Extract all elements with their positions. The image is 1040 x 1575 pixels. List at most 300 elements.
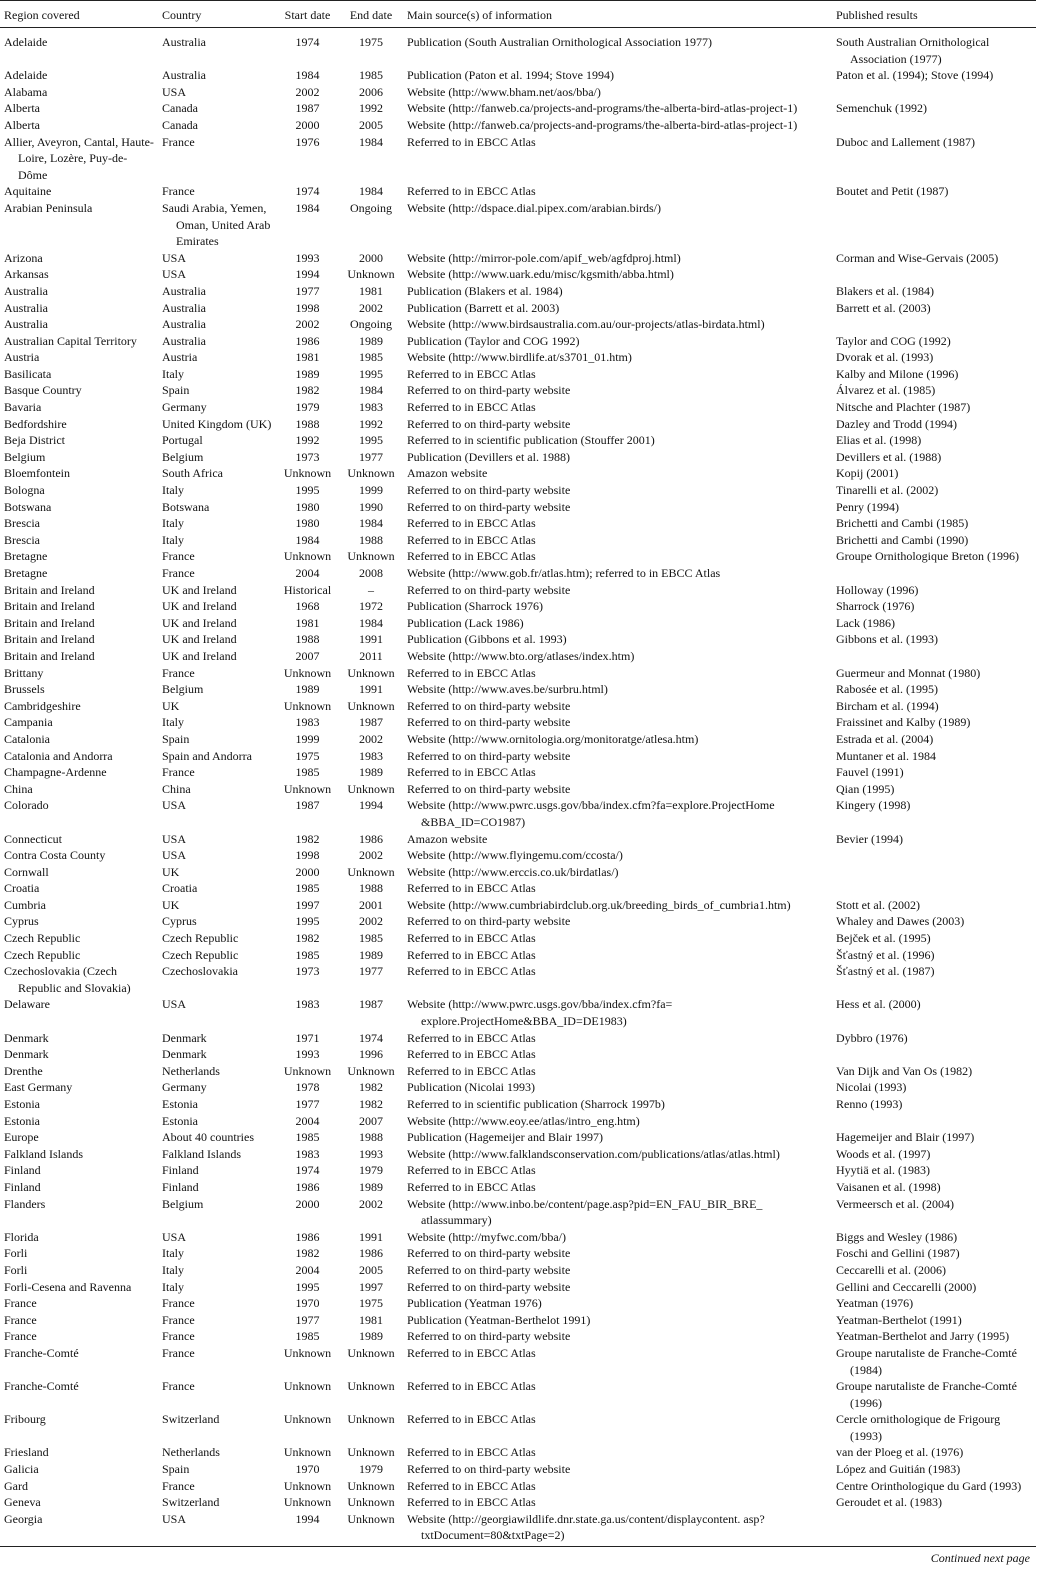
cell-end-date: 1991 — [359, 632, 383, 647]
cell-country: Belgium — [162, 449, 204, 464]
cell-region: Austria — [4, 350, 40, 365]
table-row — [0, 947, 1036, 964]
table-row — [0, 897, 1036, 914]
cell-end-date: 1979 — [359, 1462, 383, 1477]
table-row — [0, 316, 1036, 333]
cell-source: Publication (Sharrock 1976) — [407, 599, 543, 614]
cell-region: Geneva — [4, 1495, 41, 1510]
cell-start-date: 1974 — [295, 184, 320, 199]
cell-country: Saudi Arabia, Yemen, Oman, United Arab Emirates — [162, 200, 271, 249]
cell-published — [832, 648, 1036, 665]
cell-start-date: 1988 — [295, 416, 320, 431]
cell-country: Cyprus — [162, 914, 197, 929]
cell-end-date: 1989 — [359, 1179, 383, 1194]
cell-start-date: 2002 — [295, 317, 320, 332]
cell-region: Czechoslovakia (Czech Republic and Slovakia) — [4, 964, 131, 995]
cell-start-date: 1978 — [295, 1080, 320, 1095]
cell-end-date: 1995 — [359, 366, 383, 381]
table-row — [0, 1295, 1036, 1312]
cell-start-date: 2004 — [295, 1113, 320, 1128]
cell-published: Hagemeijer and Blair (1997) — [836, 1130, 975, 1145]
cell-region: Galicia — [4, 1462, 39, 1477]
cell-region: Alabama — [4, 84, 48, 99]
cell-end-date: 1995 — [359, 433, 383, 448]
cell-published: van der Ploeg et al. (1976) — [836, 1445, 964, 1460]
cell-published — [832, 316, 1036, 333]
table-row — [0, 333, 1036, 350]
cell-end-date: 1989 — [359, 765, 383, 780]
cell-start-date: 1989 — [295, 366, 320, 381]
cell-region: Bretagne — [4, 549, 48, 564]
table-row — [0, 548, 1036, 565]
cell-country: Germany — [162, 400, 207, 415]
cell-end-date: 2007 — [359, 1113, 383, 1128]
cell-country: France — [162, 765, 195, 780]
table-row — [0, 1229, 1036, 1246]
cell-country: USA — [158, 1511, 276, 1547]
cell-country: Croatia — [162, 881, 198, 896]
cell-region: Britain and Ireland — [4, 632, 95, 647]
cell-source: Website (http://www.gob.fr/atlas.htm); referred to in EBCC Atlas — [407, 566, 721, 580]
table-row — [0, 582, 1036, 599]
cell-country: France — [162, 566, 195, 580]
cell-end-date: 2002 — [359, 1196, 383, 1211]
cell-region: Aquitaine — [4, 184, 52, 199]
cell-published: Dazley and Trodd (1994) — [836, 416, 957, 431]
cell-published: Taylor and COG (1992) — [836, 333, 951, 348]
cell-source: Website (http://www.inbo.be/content/page.asp?pid=EN_FAU_BIR_BRE_ atlassummary) — [407, 1196, 763, 1228]
cell-start-date: 2000 — [295, 117, 320, 132]
cell-published: Whaley and Dawes (2003) — [836, 914, 965, 929]
cell-published: Elias et al. (1998) — [836, 433, 922, 448]
cell-start-date: 2000 — [295, 864, 320, 879]
cell-region: Basilicata — [4, 366, 52, 381]
cell-country: Spain — [162, 383, 190, 398]
cell-published — [832, 847, 1036, 864]
cell-start-date: 1986 — [295, 333, 320, 348]
cell-country: Italy — [162, 532, 184, 547]
table-row — [0, 499, 1036, 516]
cell-start-date: 1981 — [295, 615, 320, 630]
cell-country: USA — [162, 1229, 187, 1244]
table-row — [0, 1196, 1036, 1229]
cell-start-date: 1989 — [295, 682, 320, 697]
cell-country: Australia — [162, 317, 206, 332]
cell-start-date: 1985 — [295, 1329, 320, 1344]
cell-published: Blakers et al. (1984) — [836, 283, 934, 298]
cell-source: Referred to in EBCC Atlas — [407, 134, 536, 149]
cell-region: Gard — [4, 1478, 28, 1493]
cell-end-date: 1992 — [359, 101, 383, 116]
cell-end-date: Unknown — [347, 1445, 395, 1460]
cell-source: Referred to on third-party website — [407, 748, 571, 763]
cell-start-date: 2004 — [295, 566, 320, 580]
cell-source: Website (http://www.birdlife.at/s3701_01.htm) — [407, 350, 632, 365]
cell-source: Referred to on third-party website — [407, 1329, 571, 1344]
cell-region: France — [4, 1312, 37, 1327]
cell-country: USA — [162, 250, 187, 265]
table-row — [0, 465, 1036, 482]
cell-country: Netherlands — [162, 1445, 220, 1460]
cell-end-date: 1988 — [359, 881, 383, 896]
cell-country: Australia — [162, 68, 206, 83]
cell-country: USA — [162, 831, 187, 846]
cell-end-date: 2002 — [359, 300, 383, 315]
cell-country: UK — [162, 897, 180, 912]
table-row — [0, 864, 1036, 881]
cell-region: Belgium — [4, 449, 46, 464]
cell-end-date: 1987 — [359, 997, 383, 1012]
cell-country: UK — [162, 864, 180, 879]
cell-country: Switzerland — [162, 1412, 220, 1427]
cell-region: Bavaria — [4, 400, 42, 415]
cell-region: Allier, Aveyron, Cantal, Haute-Loire, Lozère, Puy-de-Dôme — [4, 134, 154, 182]
table-row — [0, 781, 1036, 798]
cell-source: Website (http://www.pwrc.usgs.gov/bba/index.cfm?fa=explore.ProjectHome &BBA_ID=CO1987) — [407, 798, 775, 829]
cell-start-date: 1984 — [295, 68, 320, 83]
cell-end-date: 2011 — [359, 648, 383, 663]
table-row — [0, 665, 1036, 682]
cell-end-date: 1983 — [359, 400, 383, 415]
cell-region: Arkansas — [4, 267, 49, 282]
cell-region: Forli — [4, 1246, 28, 1261]
cell-end-date: Ongoing — [350, 317, 392, 332]
cell-country: Austria — [162, 350, 198, 365]
cell-end-date: 1987 — [359, 715, 383, 730]
cell-country: USA — [162, 267, 187, 282]
cell-start-date: Unknown — [283, 665, 332, 680]
cell-country: About 40 countries — [162, 1130, 254, 1145]
cell-source: Publication (Nicolai 1993) — [407, 1080, 535, 1095]
cell-published: Brichetti and Cambi (1990) — [836, 532, 969, 547]
cell-region: Czech Republic — [4, 931, 81, 946]
cell-start-date: 1995 — [295, 914, 320, 929]
cell-start-date: 1987 — [295, 798, 320, 813]
cell-region: Bologna — [4, 483, 45, 498]
cell-country: Spain — [162, 1462, 190, 1477]
table-row — [0, 1079, 1036, 1096]
cell-end-date: Unknown — [347, 781, 395, 796]
table-row — [0, 1030, 1036, 1047]
cell-start-date: Unknown — [283, 1478, 332, 1493]
table-row — [0, 598, 1036, 615]
cell-end-date: 1991 — [359, 1229, 383, 1244]
cell-country: USA — [162, 848, 187, 863]
table-row — [0, 382, 1036, 399]
table-row — [0, 1411, 1036, 1444]
cell-region: Catalonia — [4, 731, 50, 746]
cell-source: Website (http://www.bham.net/aos/bba/) — [407, 84, 601, 99]
cell-region: Beja District — [4, 433, 65, 448]
cell-end-date: 2005 — [359, 1262, 383, 1277]
table-row — [0, 731, 1036, 748]
cell-region: Colorado — [4, 798, 49, 813]
cell-published: Rabosée et al. (1995) — [836, 682, 938, 697]
cell-country: Netherlands — [162, 1063, 220, 1078]
cell-published: Ceccarelli et al. (2006) — [836, 1262, 946, 1277]
cell-start-date: 1995 — [295, 1279, 320, 1294]
cell-end-date: Unknown — [337, 1511, 403, 1547]
cell-country: Portugal — [162, 433, 203, 448]
cell-country: Italy — [162, 1279, 184, 1294]
table-row — [0, 28, 1036, 68]
table-row — [0, 1378, 1036, 1411]
cell-published — [832, 565, 1036, 582]
table-row — [0, 797, 1036, 830]
cell-start-date: 1986 — [295, 1229, 320, 1244]
cell-end-date: 2008 — [359, 566, 383, 580]
cell-published: Kalby and Milone (1996) — [836, 366, 959, 381]
table-row — [0, 1146, 1036, 1163]
cell-country: Finland — [162, 1163, 199, 1178]
cell-end-date: 1984 — [359, 383, 383, 398]
cell-region: Britain and Ireland — [4, 648, 95, 663]
cell-source: Referred to on third-party website — [407, 1246, 571, 1261]
cell-end-date: 2002 — [359, 914, 383, 929]
table-row — [0, 1179, 1036, 1196]
cell-source: Website (http://dspace.dial.pipex.com/arabian.birds/) — [407, 200, 661, 215]
cell-region: Forli — [4, 1262, 28, 1277]
table-row — [0, 963, 1036, 996]
cell-source: Referred to in EBCC Atlas — [407, 964, 536, 979]
cell-start-date: 1983 — [295, 1146, 320, 1161]
cell-end-date: Unknown — [347, 1345, 395, 1360]
cell-end-date: 1984 — [359, 134, 383, 149]
cell-start-date: 1998 — [295, 848, 320, 863]
cell-end-date: Unknown — [347, 1063, 395, 1078]
table-row — [0, 399, 1036, 416]
cell-published: Groupe narutaliste de Franche-Comté (1984) — [836, 1345, 1017, 1377]
cell-end-date: 1999 — [359, 483, 383, 498]
cell-country: USA — [162, 997, 187, 1012]
cell-source: Referred to on third-party website — [407, 715, 571, 730]
cell-region: Falkland Islands — [4, 1146, 83, 1161]
cell-start-date: Unknown — [283, 1379, 332, 1394]
cell-source: Referred to in EBCC Atlas — [407, 1478, 536, 1493]
cell-country: France — [162, 1329, 195, 1344]
cell-country: UK and Ireland — [162, 632, 237, 647]
table-row — [0, 67, 1036, 84]
cell-country: Italy — [162, 715, 184, 730]
cell-end-date: 1986 — [359, 1246, 383, 1261]
cell-start-date: 1977 — [295, 283, 320, 298]
cell-start-date: 1968 — [295, 599, 320, 614]
header-start-date: Start date — [276, 1, 337, 28]
cell-source: Referred to in EBCC Atlas — [407, 1345, 536, 1360]
cell-end-date: 1984 — [359, 516, 383, 531]
cell-end-date: 2005 — [359, 117, 383, 132]
cell-start-date: Historical — [283, 582, 332, 597]
cell-published: López and Guitián (1983) — [836, 1462, 961, 1477]
cell-source: Website (http://www.pwrc.usgs.gov/bba/index.cfm?fa= explore.ProjectHome&BBA_ID=DE1983) — [407, 997, 673, 1029]
table-row — [0, 1162, 1036, 1179]
cell-region: Brussels — [4, 682, 45, 697]
cell-source: Website (http://www.cumbriabirdclub.org.uk/breeding_birds_of_cumbria1.htm) — [407, 897, 791, 912]
cell-source: Website (http://www.uark.edu/misc/kgsmith/abba.html) — [407, 267, 674, 282]
cell-start-date: Unknown — [283, 1495, 332, 1510]
cell-region: Adelaide — [4, 35, 48, 49]
cell-region: East Germany — [4, 1080, 73, 1095]
cell-source: Referred to in EBCC Atlas — [407, 549, 536, 564]
cell-region: Botswana — [4, 499, 52, 514]
cell-source: Referred to on third-party website — [407, 698, 571, 713]
cell-start-date: 1979 — [295, 400, 320, 415]
cell-source: Referred to in EBCC Atlas — [407, 947, 536, 962]
cell-region: Cambridgeshire — [4, 698, 81, 713]
cell-start-date: 1974 — [295, 1163, 320, 1178]
cell-end-date: 1994 — [359, 798, 383, 813]
table-row — [0, 1312, 1036, 1329]
cell-country: UK and Ireland — [162, 582, 237, 597]
cell-region: France — [4, 1329, 37, 1344]
cell-country: France — [162, 1478, 195, 1493]
cell-end-date: 1972 — [359, 599, 383, 614]
cell-published: Renno (1993) — [836, 1097, 903, 1111]
cell-region: Florida — [4, 1229, 39, 1244]
cell-country: France — [162, 184, 195, 199]
cell-source: Referred to in EBCC Atlas — [407, 1030, 536, 1045]
cell-end-date: 1991 — [359, 682, 383, 697]
cell-start-date: 1994 — [295, 267, 320, 282]
table-row — [0, 631, 1036, 648]
cell-published: Lack (1986) — [836, 615, 895, 630]
cell-region: Cumbria — [4, 897, 46, 912]
cell-country: Germany — [162, 1080, 207, 1095]
cell-start-date: Unknown — [283, 466, 332, 481]
cell-end-date: 2002 — [359, 731, 383, 746]
table-row — [0, 183, 1036, 200]
header-country: Country — [158, 1, 276, 28]
cell-source: Publication (Yeatman-Berthelot 1991) — [407, 1312, 591, 1327]
table-row — [0, 416, 1036, 433]
cell-end-date: Unknown — [347, 267, 395, 282]
cell-published: Cercle ornithologique de Frigourg (1993) — [836, 1412, 1001, 1443]
cell-end-date: 1985 — [359, 68, 383, 83]
cell-region: Arabian Peninsula — [4, 200, 93, 215]
cell-end-date: 1977 — [359, 449, 383, 464]
table-row — [0, 1328, 1036, 1345]
cell-published: Dvorak et al. (1993) — [836, 350, 934, 365]
cell-start-date: 1973 — [295, 449, 320, 464]
cell-source: Referred to on third-party website — [407, 499, 571, 514]
cell-start-date: 2002 — [295, 84, 320, 99]
table-row — [0, 1063, 1036, 1080]
cell-end-date: 1993 — [359, 1146, 383, 1161]
cell-region: Denmark — [4, 1030, 49, 1045]
cell-source: Referred to in EBCC Atlas — [407, 881, 536, 896]
table-row — [0, 100, 1036, 117]
cell-start-date: Unknown — [283, 549, 332, 564]
cell-country: Italy — [162, 1246, 184, 1261]
cell-region: China — [4, 781, 33, 796]
cell-start-date: 1983 — [295, 715, 320, 730]
cell-published — [832, 266, 1036, 283]
cell-start-date: 1994 — [276, 1511, 337, 1547]
cell-end-date: – — [368, 582, 374, 597]
table-row — [0, 847, 1036, 864]
cell-country: Belgium — [162, 682, 204, 697]
cell-region: Arizona — [4, 250, 43, 265]
cell-region: Europe — [4, 1130, 39, 1145]
cell-region: Adelaide — [4, 68, 48, 83]
header-end-date: End date — [337, 1, 403, 28]
cell-country: Italy — [162, 483, 184, 498]
cell-source: Referred to on third-party website — [407, 383, 571, 398]
cell-source: Website (http://mirror-pole.com/apif_web/agfdproj.html) — [407, 250, 681, 265]
cell-published: Yeatman-Berthelot (1991) — [836, 1312, 962, 1327]
cell-country: Estonia — [162, 1113, 198, 1128]
table-row — [0, 266, 1036, 283]
table-row — [0, 515, 1036, 532]
cell-country: Czech Republic — [162, 931, 239, 946]
cell-region: Croatia — [4, 881, 40, 896]
cell-country: Czechoslovakia — [162, 964, 238, 979]
cell-region: Delaware — [4, 997, 50, 1012]
cell-source: Referred to on third-party website — [407, 781, 571, 796]
cell-published — [832, 1113, 1036, 1130]
cell-start-date: 1982 — [295, 1246, 320, 1261]
cell-country: USA — [162, 798, 187, 813]
cell-end-date: 1982 — [359, 1097, 383, 1111]
cell-source: Referred to on third-party website — [407, 1279, 571, 1294]
cell-published: Álvarez et al. (1985) — [836, 383, 936, 398]
cell-published — [832, 864, 1036, 881]
table-row — [0, 482, 1036, 499]
table-row — [0, 1461, 1036, 1478]
cell-end-date: 1990 — [359, 499, 383, 514]
cell-published: Qian (1995) — [836, 781, 895, 796]
cell-country: Botswana — [162, 499, 210, 514]
cell-source: Website (http://www.ornitologia.org/monitoratge/atlesa.htm) — [407, 731, 699, 746]
cell-published: Duboc and Lallement (1987) — [836, 134, 975, 149]
table-row — [0, 996, 1036, 1029]
cell-source: Publication (Lack 1986) — [407, 615, 524, 630]
cell-end-date: 1989 — [359, 333, 383, 348]
cell-country: France — [162, 1345, 195, 1360]
cell-end-date: 1983 — [359, 748, 383, 763]
cell-published: Šťastný et al. (1987) — [836, 964, 935, 979]
table-row — [0, 1245, 1036, 1262]
cell-start-date: 1977 — [295, 1312, 320, 1327]
cell-published: Brichetti and Cambi (1985) — [836, 516, 969, 531]
cell-published: Foschi and Gellini (1987) — [836, 1246, 960, 1261]
cell-published: Fauvel (1991) — [836, 765, 904, 780]
cell-source: Website (http://www.birdsaustralia.com.au/our-projects/atlas-birdata.html) — [407, 317, 765, 332]
cell-region: Czech Republic — [4, 947, 81, 962]
cell-published: Barrett et al. (2003) — [836, 300, 931, 315]
table-row — [0, 648, 1036, 665]
cell-region: Drenthe — [4, 1063, 43, 1078]
table-row — [0, 532, 1036, 549]
cell-region: Friesland — [4, 1445, 49, 1460]
cell-start-date: 1974 — [295, 35, 320, 49]
cell-region: Britain and Ireland — [4, 615, 95, 630]
table-header — [0, 1, 1036, 28]
cell-region: Campania — [4, 715, 53, 730]
cell-start-date: 1984 — [295, 532, 320, 547]
cell-region: Connecticut — [4, 831, 62, 846]
cell-region: Cornwall — [4, 864, 49, 879]
cell-published: Corman and Wise-Gervais (2005) — [836, 250, 999, 265]
cell-end-date: 2006 — [359, 84, 383, 99]
cell-country: China — [162, 781, 191, 796]
cell-region: Finland — [4, 1179, 41, 1194]
cell-source: Referred to on third-party website — [407, 1462, 571, 1477]
cell-start-date: Unknown — [283, 698, 332, 713]
cell-start-date: 1970 — [295, 1296, 320, 1311]
cell-published: Paton et al. (1994); Stove (1994) — [836, 68, 994, 83]
cell-published: Nicolai (1993) — [836, 1080, 907, 1095]
